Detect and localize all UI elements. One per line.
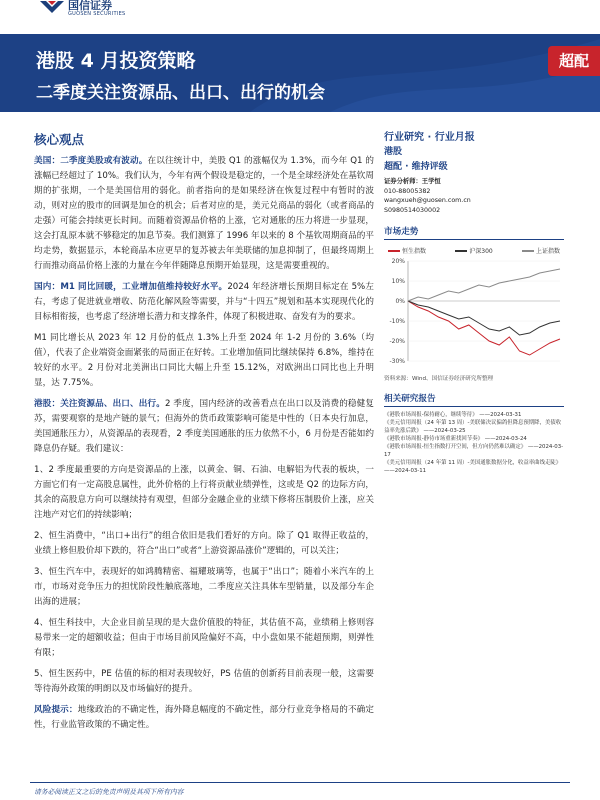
y-tick-label: -30% [389, 358, 405, 365]
related-report-item[interactable]: 《港股市场周报-静待市场重新找回节奏》 ——2024-03-24 [384, 436, 527, 442]
paragraph-lead: 港股：关注资源品、出口、出行。 [34, 399, 165, 409]
legend-item-csi300 [455, 246, 492, 255]
industry-name: 港股 [384, 147, 403, 157]
risk-warning [34, 703, 374, 733]
report-category: 行业研究 · 行业月报 [384, 132, 475, 143]
legend-item-sse [522, 246, 560, 255]
legend-swatch [522, 250, 534, 252]
suggestion-1: 1、2 季度最重要的方向是资源品的上涨，以黄金、铜、石油、电解铝为代表的板块，一方面它们有一定高股息属性，此外价格的上行将贡献业绩弹性，这或是 Q2 的边际方向，其余的高股息方向可以继续持有观望，但部分金融企业的业绩下修将压制股价上涨，应关注地产对它们的持续影响； [34, 465, 374, 520]
paragraph-domestic [34, 280, 374, 325]
related-list [384, 411, 564, 475]
y-tick-label: 0% [395, 298, 405, 305]
suggestion-5: 5、恒生医药中，PE 估值的标的相对表现较好，PS 估值的创新药目前表现一般，这需要等待海外政策的明朗以及市场偏好的提升。 [34, 669, 374, 694]
analyst-phone: 010-88005382 [384, 187, 431, 195]
paragraph-lead: 风险提示： [34, 705, 78, 715]
analyst-email: wangxueh@guosen.com.cn [384, 197, 471, 204]
industry-rating: 超配 · 维持评级 [384, 162, 448, 172]
chart-legend [384, 244, 564, 257]
main-content [34, 130, 374, 739]
related-report-item[interactable]: 《港股市场周报-恒生指数打开空间，但方向仍然难以确定》 ——2024-03-17 [384, 444, 564, 458]
related-report-item[interactable]: 《美元信用周报（24 年第 11 周）-美国通胀数据分化，收益率曲线走陡》 ——2024-03-11 [384, 460, 562, 474]
analyst-line [384, 177, 564, 187]
report-title: 港股 4 月投资策略 [36, 50, 196, 72]
y-tick-label: -10% [389, 318, 405, 325]
sidebar [384, 130, 564, 475]
footer-disclaimer: 请务必阅读正文之后的免责声明及其项下所有内容 [34, 788, 184, 796]
paragraph-lead: 美国：二季度美股或有波动。 [34, 156, 148, 166]
analyst-label: 证券分析师： [384, 178, 422, 185]
y-tick-label: 10% [391, 278, 405, 285]
logo-icon [40, 0, 64, 14]
footer-divider [30, 782, 570, 783]
paragraph-body: 2024 年经济增长预期目标定在 5%左右，考虑了促进就业增收、防范化解风险等需要，并与“十四五”规划和基本实现现代化的目标相衔接，也考虑了经济增长潜力和支撑条件，体现了积极进取、奋发有为的要求。 [34, 282, 375, 322]
legend-label: 沪深300 [469, 248, 493, 255]
paragraph-lead: 国内：M1 同比回暖，工业增加值维持较好水平。 [34, 282, 228, 292]
legend-swatch [455, 250, 467, 252]
suggestion-4: 4、恒生科技中，大企业目前呈现的是大盘价值股的特征，其估值不高，业绩稍上修则容易带来一定的超额收益；但由于市场目前风险偏好不高，中小盘如果不能超预期，则弹性有限； [34, 618, 374, 658]
company-logo [40, 0, 126, 24]
chart-heading: 市场走势 [384, 225, 564, 240]
y-tick-label: 20% [391, 258, 405, 265]
paragraph-body: 在以往统计中，美股 Q1 的涨幅仅为 1.3%，而今年 Q1 的涨幅已经超过了 10%。我们认为，今年有两个假设是稳定的，一个是全球经济处在基钦周期的扩张期，一个是美国信用的弱化。前者指向的是如果经济在恢复过程中有暂时的波动，则对应的股市的回调是加仓的机会；后者对应的是，美元兑商品的弱化（或者商品的走强）可能会持续更长时间。而随着资源品价格的上涨，它对通胀的压力将进一步显现，这会打乱原本就不够稳定的加息节奏。我们测算了 1996 年以来的 8 个基钦周期商品的平均走势，数据显示，本轮商品本应更早的复苏被去年美联储的加息抑制了，但最终周期上行而推动商品价格上涨的力量在今年伴随降息预期开始显现，这是需要重视的。 [34, 156, 374, 271]
legend-label: 上证指数 [535, 248, 560, 255]
paragraph-body: 地缘政治的不确定性，海外降息幅度的不确定性，部分行业竞争格局的不确定性，行业监管政策的不确定性。 [34, 705, 374, 730]
legend-item-hsi [388, 246, 426, 255]
logo-name-cn: 国信证券 [68, 0, 112, 12]
related-report-item[interactable]: 《美元信用周报（24 年第 13 周）-美联储决议偏鸽但降息预期降，美债收益率先涨后跌》 ——2024-03-25 [384, 420, 562, 434]
series-line-上证指数 [408, 269, 560, 301]
paragraph-us [34, 154, 374, 274]
analyst-name: 王学恒 [421, 178, 441, 185]
related-report-item[interactable]: 《港股市场周报-保持耐心，继续等待》 ——2024-03-31 [384, 412, 522, 418]
legend-label: 恒生指数 [402, 248, 427, 255]
market-trend-chart [384, 244, 564, 372]
related-heading: 相关研究报告 [384, 392, 564, 407]
paragraph-hk [34, 397, 374, 457]
logo-name-en: GUOSEN SECURITIES [68, 11, 126, 17]
header-banner [0, 34, 600, 112]
legend-swatch [388, 250, 400, 252]
paragraph-m1: M1 同比增长从 2023 年 12 月份的低点 1.3%上升至 2024 年 1-2 月份的 3.6%（均值），代表了企业端资金面紧张的局面正在好转。工业增加值同比继续保持 6.8%，维持在较好的水平。2 月份对北美洲出口同比大幅上升至 15.12%，对欧洲出口同比也上升明显，达 7.75%。 [34, 333, 374, 388]
y-tick-label: -20% [389, 338, 405, 345]
chart-plot [384, 257, 564, 367]
suggestion-2: 2、恒生消费中，“出口+出行”的组合依旧是我们看好的方向。除了 Q1 取得正收益的，业绩上修但股价却下跌的，符合“出口”或者“上游资源品涨价”逻辑的，可以关注； [34, 531, 374, 556]
paragraph-body: 2 季度，国内经济的改善看点在出口以及消费的稳健复苏，需要观察的是地产链的景气；但海外的货币政策影响可能是中性的（日本央行加息，美国通胀压力），从资源品的表现看，2 季度美国通胀的压力依然不小，6 月份是否能如约降息仍存疑。我们建议： [34, 399, 374, 454]
chart-source: 资料来源：Wind、国信证券经济研究所整理 [384, 376, 494, 382]
suggestion-3: 3、恒生汽车中，表现好的如鸿腾精密、福耀玻璃等，也属于“出口”；随着小米汽车的上市，市场对竞争压力的担忧阶段性触底落地，二季度应关注具体车型销量，以及部分车企出海的进展； [34, 567, 374, 607]
analyst-cert: S0980514030002 [384, 206, 441, 214]
core-views-heading: 核心观点 [34, 132, 85, 147]
rating-badge: 超配 [548, 46, 600, 76]
report-subtitle: 二季度关注资源品、出口、出行的机会 [36, 83, 325, 103]
series-line-沪深300 [408, 301, 560, 335]
